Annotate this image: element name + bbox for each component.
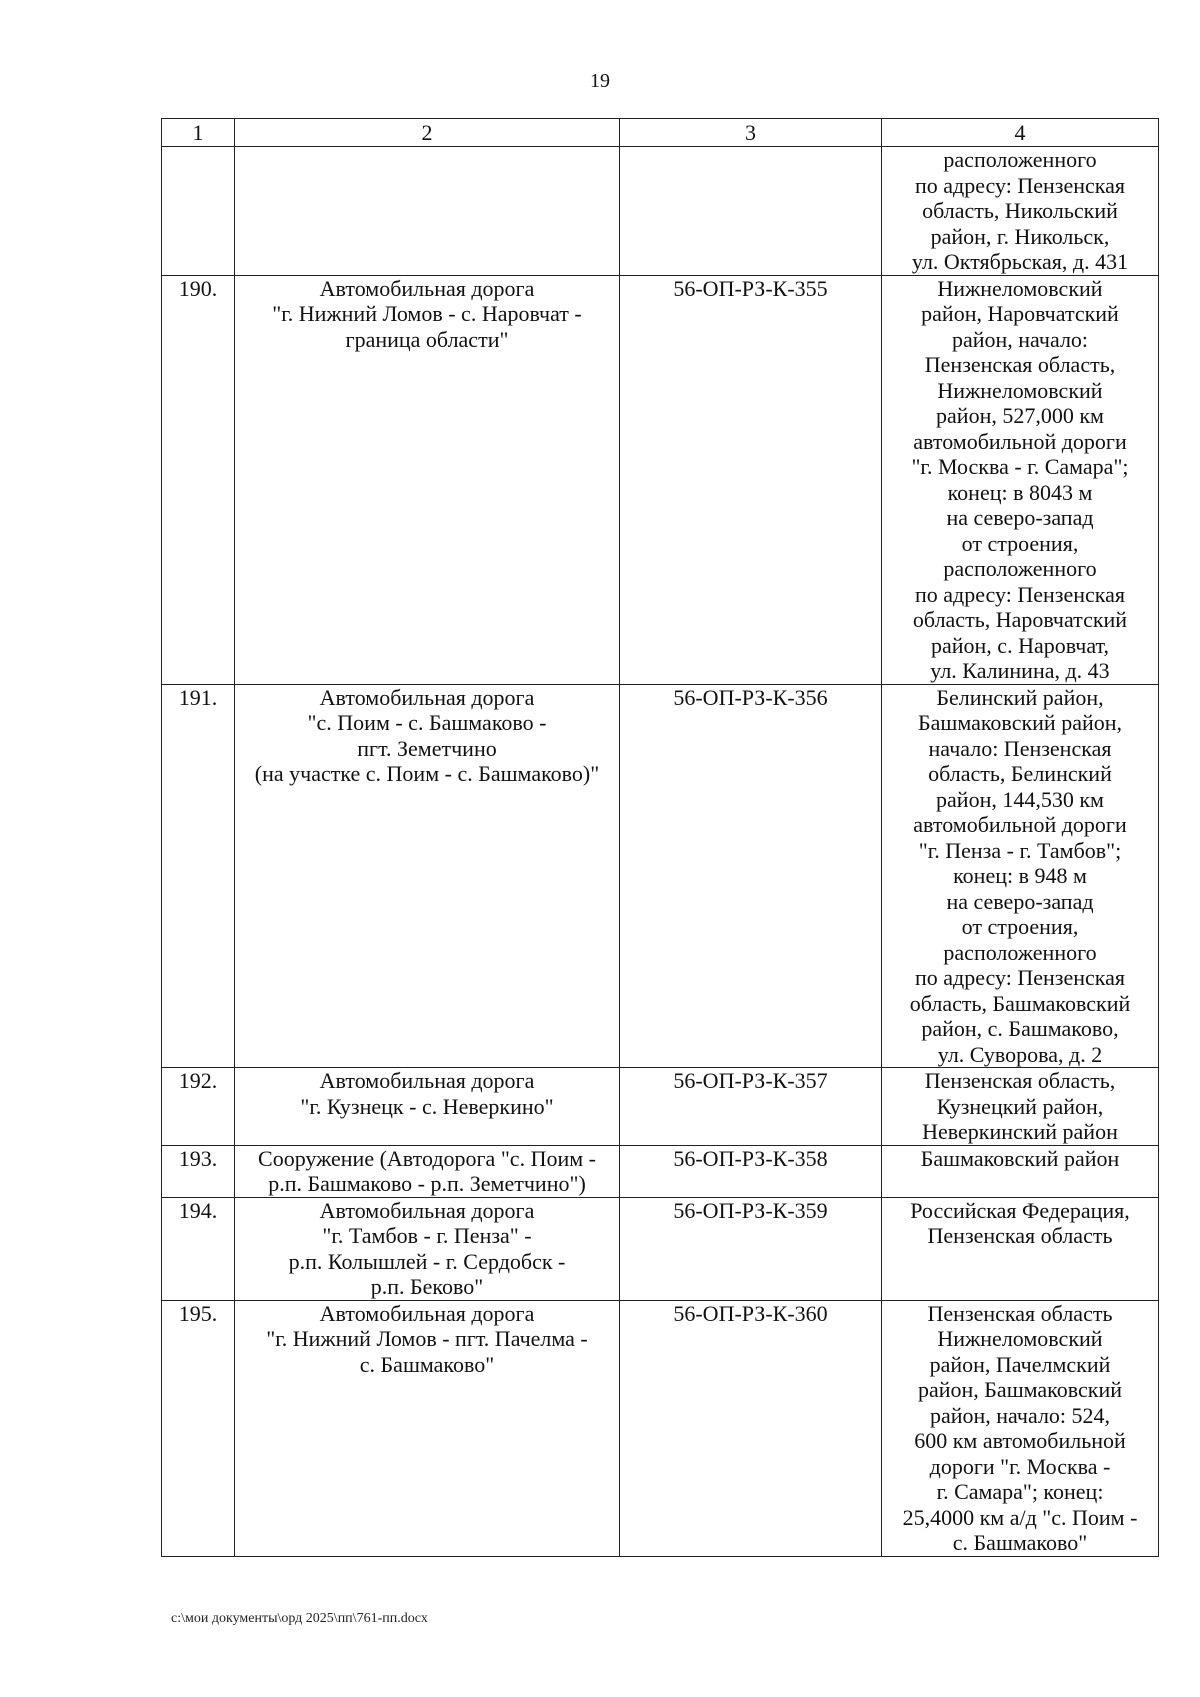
road-name-line: "г. Нижний Ломов - пгт. Пачелма - xyxy=(266,1326,588,1351)
location-cell xyxy=(882,1145,1159,1197)
column-header-4: 4 xyxy=(882,119,1159,147)
road-name-line: с. Башмаково" xyxy=(359,1351,495,1377)
road-name-line: р.п. Башмаково - р.п. Земетчино") xyxy=(268,1171,586,1196)
road-id-cell: 56-ОП-РЗ-К-356 xyxy=(620,684,882,1068)
road-name-cell xyxy=(235,1068,620,1146)
location-line: расположенного xyxy=(943,147,1097,172)
location-line: Пензенская область, xyxy=(924,1068,1116,1093)
location-line: район, 527,000 км xyxy=(936,403,1104,428)
table-body xyxy=(162,147,1159,1557)
location-line: с. Башмаково" xyxy=(952,1530,1088,1555)
document-file-path: c:\мои документы\орд 2025\пп\761-пп.docx xyxy=(171,1611,428,1626)
location-line: от строения, xyxy=(961,530,1079,556)
location-line: ул. Калинина, д. 43 xyxy=(930,658,1110,683)
table-row xyxy=(162,684,1159,1068)
road-name-line: Автомобильная дорога xyxy=(319,684,535,710)
table-row xyxy=(162,1145,1159,1197)
row-number-cell: 191. xyxy=(162,684,235,1068)
road-name-line: Сооружение (Автодорога "с. Поим - xyxy=(258,1145,596,1171)
road-name-cell xyxy=(235,1197,620,1300)
column-header-3: 3 xyxy=(620,119,882,147)
location-line: Кузнецкий район, xyxy=(936,1093,1104,1119)
table-header-row xyxy=(162,119,1159,147)
location-line: область, Никольский xyxy=(922,198,1118,223)
column-header-2: 2 xyxy=(235,119,620,147)
location-line: "г. Пенза - г. Тамбов"; xyxy=(918,837,1122,863)
road-name-line: р.п. Колышлей - г. Сердобск - xyxy=(288,1248,566,1274)
row-number-cell: 192. xyxy=(162,1068,235,1146)
road-name-cell xyxy=(235,147,620,276)
road-name-line: Автомобильная дорога xyxy=(319,1068,535,1093)
location-line: район, 144,530 км xyxy=(936,786,1104,812)
location-line: Нижнеломовский xyxy=(937,275,1103,301)
road-id-cell: 56-ОП-РЗ-К-358 xyxy=(620,1145,882,1197)
location-line: по адресу: Пензенская xyxy=(915,581,1125,607)
location-line: Пензенская область xyxy=(927,1300,1113,1326)
location-line: конец: в 948 м xyxy=(953,863,1087,888)
location-line: область, Башмаковский xyxy=(909,990,1131,1016)
location-line: 25,4000 км а/д "с. Поим - xyxy=(902,1504,1138,1530)
table-row xyxy=(162,1068,1159,1146)
location-line: район, начало: xyxy=(951,326,1089,352)
location-line: Башмаковский район, xyxy=(917,710,1122,735)
location-cell xyxy=(882,275,1159,684)
road-id-cell xyxy=(620,147,882,276)
location-line: г. Самара"; конец: xyxy=(936,1479,1104,1504)
location-line: на северо-запад xyxy=(946,888,1094,914)
location-line: район, с. Наровчат, xyxy=(931,632,1109,658)
column-header-1: 1 xyxy=(162,119,235,147)
location-line: Нижнеломовский xyxy=(937,1326,1103,1351)
location-line: Белинский район, xyxy=(936,684,1104,710)
location-cell xyxy=(882,1300,1159,1556)
location-cell xyxy=(882,684,1159,1068)
road-name-line: пгт. Земетчино xyxy=(357,735,497,761)
road-registry-table xyxy=(161,118,1159,1557)
road-id-cell: 56-ОП-РЗ-К-357 xyxy=(620,1068,882,1146)
location-line: Российская Федерация, xyxy=(910,1197,1130,1223)
location-line: автомобильной дороги xyxy=(913,428,1127,454)
row-number-cell: 193. xyxy=(162,1145,235,1197)
location-line: область, Наровчатский xyxy=(912,607,1128,632)
road-name-line: "г. Тамбов - г. Пенза" - xyxy=(322,1223,532,1248)
road-name-line: р.п. Беково" xyxy=(370,1274,484,1299)
page-number: 19 xyxy=(590,70,610,92)
location-line: Нижнеломовский xyxy=(937,377,1103,403)
table-row xyxy=(162,1197,1159,1300)
location-line: автомобильной дороги xyxy=(913,812,1127,837)
location-line: район, Пачелмский xyxy=(929,1351,1111,1377)
location-line: район, г. Никольск, xyxy=(930,223,1110,249)
location-line: Пензенская область xyxy=(927,1223,1113,1248)
row-number-cell xyxy=(162,147,235,276)
location-line: начало: Пензенская xyxy=(928,735,1112,761)
location-line: район, Башмаковский xyxy=(917,1377,1122,1402)
location-cell xyxy=(882,1068,1159,1146)
road-name-line: Автомобильная дорога xyxy=(319,275,535,301)
road-id-cell: 56-ОП-РЗ-К-355 xyxy=(620,275,882,684)
location-line: Пензенская область, xyxy=(924,352,1116,377)
road-name-line: граница области" xyxy=(345,326,509,352)
road-name-line: "г. Кузнецк - с. Неверкино" xyxy=(300,1093,554,1119)
location-line: район, начало: 524, xyxy=(929,1402,1111,1428)
location-line: Башмаковский район xyxy=(920,1145,1120,1171)
row-number-cell: 194. xyxy=(162,1197,235,1300)
road-name-cell xyxy=(235,684,620,1068)
location-cell xyxy=(882,1197,1159,1300)
table-row xyxy=(162,147,1159,276)
location-line: область, Белинский xyxy=(928,761,1112,786)
road-name-line: "г. Нижний Ломов - с. Наровчат - xyxy=(272,301,582,326)
road-name-cell xyxy=(235,1300,620,1556)
road-name-line: "с. Поим - с. Башмаково - xyxy=(307,710,547,735)
location-line: район, с. Башмаково, xyxy=(921,1016,1119,1041)
road-name-line: Автомобильная дорога xyxy=(319,1300,535,1326)
table-row xyxy=(162,1300,1159,1556)
location-line: район, Наровчатский xyxy=(921,301,1119,326)
location-line: ул. Октябрьская, д. 431 xyxy=(911,249,1129,274)
table-row xyxy=(162,275,1159,684)
location-line: от строения, xyxy=(961,914,1079,939)
row-number-cell: 195. xyxy=(162,1300,235,1556)
road-name-cell xyxy=(235,1145,620,1197)
location-line: "г. Москва - г. Самара"; xyxy=(911,454,1129,479)
location-line: расположенного xyxy=(943,556,1097,581)
location-line: на северо-запад xyxy=(946,505,1094,530)
location-line: по адресу: Пензенская xyxy=(915,172,1125,198)
location-cell xyxy=(882,147,1159,276)
location-line: по адресу: Пензенская xyxy=(915,965,1125,990)
road-name-cell xyxy=(235,275,620,684)
road-id-cell: 56-ОП-РЗ-К-359 xyxy=(620,1197,882,1300)
location-line: Неверкинский район xyxy=(922,1119,1118,1144)
location-line: 600 км автомобильной xyxy=(914,1428,1126,1453)
location-line: ул. Суворова, д. 2 xyxy=(937,1041,1103,1067)
road-name-line: Автомобильная дорога xyxy=(319,1197,535,1223)
road-id-cell: 56-ОП-РЗ-К-360 xyxy=(620,1300,882,1556)
location-line: расположенного xyxy=(943,939,1097,965)
location-line: конец: в 8043 м xyxy=(947,479,1093,505)
row-number-cell: 190. xyxy=(162,275,235,684)
location-line: дороги "г. Москва - xyxy=(929,1453,1111,1479)
road-name-line: (на участке с. Поим - с. Башмаково)" xyxy=(254,761,600,786)
